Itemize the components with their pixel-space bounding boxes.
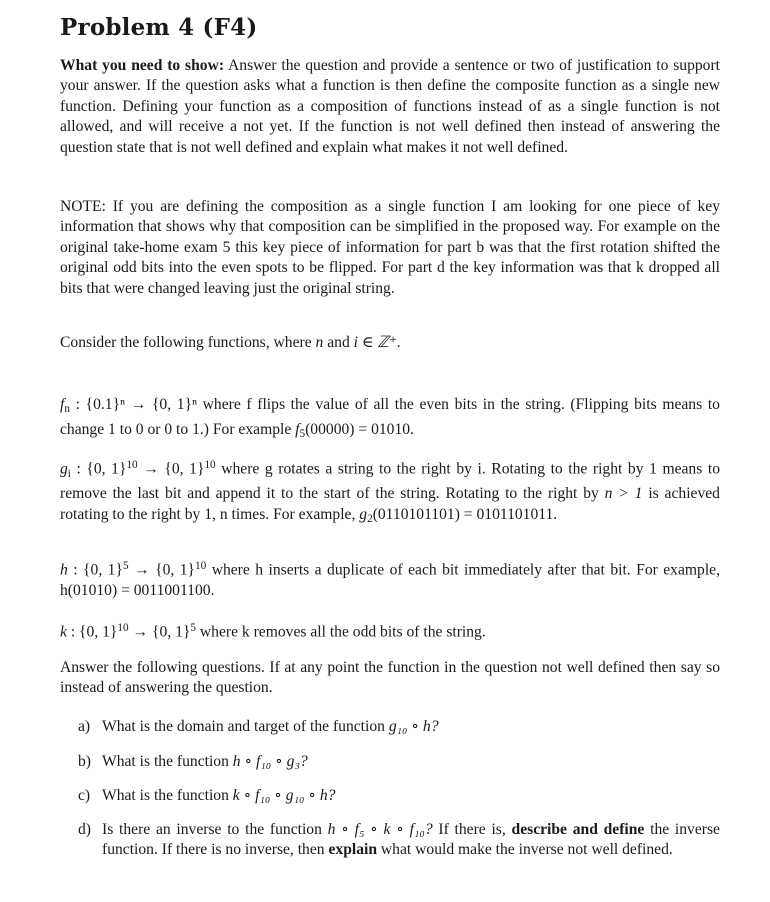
question-b-mark: b) [78,753,91,770]
def-g-example: (0110101101) = 0101101011. [372,505,558,523]
question-b [60,752,720,772]
question-d-bold-2: explain [328,841,378,859]
question-d-text-4: what would make the inverse not well defined. [380,841,673,859]
def-k-name: k [60,623,67,641]
question-d-bold-1: describe and define [511,821,645,838]
note-paragraph: NOTE: If you are defining the composition as a single function I am looking for one piece of key information that shows why that composition can be simplified in the proposed way. For example on the original take-home exam 5 this key piece of information for part b was that the first rotation shifted the original odd bits into the even spots to be flipped. For part d the key information was that k dropped all bits that were changed leaving just the original string. [60,198,720,297]
def-h-sig-2: → {0, 1} [128,561,196,579]
def-h-sup-1: 5 [122,560,129,572]
def-g [60,455,720,529]
def-g-name: g [60,460,68,478]
question-a-text: What is the domain and target of the function [102,718,385,735]
def-h [60,556,720,601]
def-g-example-sub: 2 [367,512,373,525]
def-g-sub: i [67,467,71,480]
answer-intro: Answer the following questions. If at any point the function in the question not well defined then say so instead of answering the question. [60,659,720,697]
def-f-signature: : {0.1}ⁿ → {0, 1}ⁿ [69,396,197,413]
question-d-mark: d) [78,821,91,838]
question-d [60,820,720,861]
question-b-text: What is the function [102,753,229,770]
def-k-sup-2: 5 [190,622,197,634]
def-g-sup-1: 10 [126,459,138,471]
question-d-math: h ∘ f₅ ∘ k ∘ f₁₀? [327,821,433,838]
consider-var-n: n [315,334,324,351]
def-g-text-math: n > 1 [604,485,643,503]
def-k [60,618,720,643]
def-g-sig-2: → {0, 1} [137,460,205,478]
def-h-text: where h inserts a duplicate of each bit immediately after that bit. For example, h(01010) = 0011001100. [60,561,720,600]
def-h-sup-2: 10 [195,560,207,572]
def-k-sup-1: 10 [117,622,129,634]
instructions-lead: What you need to show: [60,57,225,74]
instructions-text: Answer the question and provide a sentence or two of justification to support your answer. If the question asks what a function is then define the composite function as a single new function. Defining your function as a composition of functions instead of as a single function is not allowed, and will receive a not yet. If the function is not well defined then instead of answering the question state that is not well defined and explain what makes it not well defined. [60,57,720,156]
def-f-name: f [60,396,65,413]
def-k-sig-2: → {0, 1} [128,623,191,641]
instructions-paragraph [60,56,720,158]
def-h-sig-1: : {0, 1} [67,561,123,579]
question-a-mark: a) [78,718,91,735]
def-f-sub: n [64,403,70,416]
page-title: Problem 4 (F4) [60,14,258,41]
def-k-text: where k removes all the odd bits of the string. [199,623,486,641]
def-g-example-name: g [359,505,368,523]
question-c-math: k ∘ f₁₀ ∘ g₁₀ ∘ h? [232,787,336,804]
question-c-mark: c) [78,787,91,804]
def-g-text: where g rotates a string to the right by i. Rotating to the right by 1 means to remove the last bit and append it to the start of the string. Rotating to the right by [60,460,720,503]
def-g-sup-2: 10 [204,459,216,471]
def-k-sig-1: : {0, 1} [66,623,118,641]
consider-and: and [327,334,350,351]
consider-paragraph [60,333,720,353]
def-h-name: h [60,561,68,579]
consider-set: i ∈ ℤ⁺. [353,334,402,351]
question-a-math: g₁₀ ∘ h? [388,718,439,735]
consider-text: Consider the following functions, where [60,334,312,351]
question-d-text-2: If there is, [438,821,506,838]
question-c [60,786,720,806]
question-d-text-3: the inverse function. If there is no inverse, then [102,821,720,859]
def-g-sig-1: : {0, 1} [70,460,127,478]
def-f-example-sub: 5 [299,427,306,440]
def-f-example-name: f [295,420,300,438]
question-b-math: h ∘ f₁₀ ∘ g₃? [232,753,308,770]
question-c-text: What is the function [102,787,229,804]
def-f [60,395,720,444]
def-f-example: (00000) = 01010. [305,420,414,438]
def-g-text-3: is achieved rotating to the right by 1, n times. For example, [60,485,720,523]
def-f-text: where f flips the value of all the even bits in the string. (Flipping bits means to change 1 to 0 or 0 to 1.) For example [60,396,720,438]
question-d-text-1: Is there an inverse to the function [102,821,322,838]
question-a [60,717,720,737]
